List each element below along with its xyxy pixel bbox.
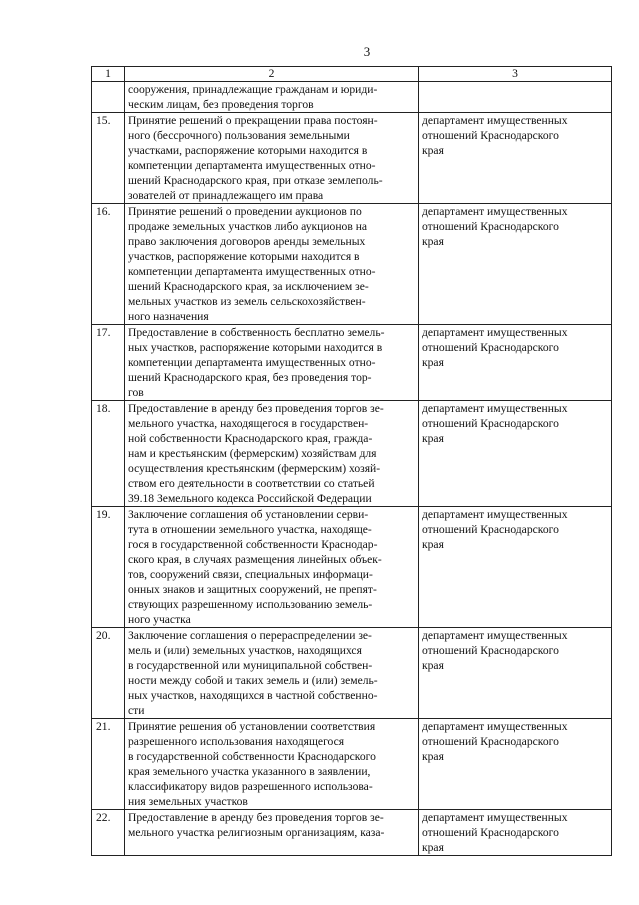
responsible-department-line: департамент имущественных	[422, 326, 568, 339]
responsible-department-line: края	[422, 538, 444, 551]
table-body	[92, 82, 612, 856]
table-row	[92, 113, 612, 204]
responsible-department-line: департамент имущественных	[422, 508, 568, 521]
service-description-line: сооружения, принадлежащие гражданам и юриди-	[128, 83, 378, 96]
responsible-department	[419, 719, 612, 810]
responsible-department-line: департамент имущественных	[422, 629, 568, 642]
responsible-department-line: отношений Краснодарского	[422, 220, 559, 233]
service-description-line: в государственной или муниципальной собствен-	[128, 659, 373, 672]
responsible-department-line: края	[422, 235, 444, 248]
service-description-line: компетенции департамента имущественных отно-	[128, 159, 376, 172]
responsible-department	[419, 113, 612, 204]
service-description	[125, 719, 419, 810]
responsible-department	[419, 401, 612, 507]
service-description-line: участками, распоряжение которыми находится в	[128, 144, 368, 157]
service-description-line: гося в государственной собственности Краснодар-	[128, 538, 378, 551]
service-description-line: края земельного участка указанного в заявлении,	[128, 765, 371, 778]
responsible-department-line: отношений Краснодарского	[422, 129, 559, 142]
responsible-department	[419, 628, 612, 719]
service-description-line: зователей от принадлежащего им права	[128, 189, 324, 202]
service-description-line: компетенции департамента имущественных отно-	[128, 356, 376, 369]
responsible-department-line: края	[422, 356, 444, 369]
column-header-service: 2	[125, 67, 419, 82]
row-number: 19.	[92, 507, 125, 628]
row-number: 16.	[92, 204, 125, 325]
service-description-line: тов, сооружений связи, специальных информаци-	[128, 568, 373, 581]
service-description-line: ного назначения	[128, 310, 209, 323]
responsible-department	[419, 810, 612, 856]
service-description-line: ных участков, находящихся в частной собственно-	[128, 689, 378, 702]
service-description-line: тута в отношении земельного участка, находяще-	[128, 523, 372, 536]
row-number: 22.	[92, 810, 125, 856]
service-description-line: ной собственности Краснодарского края, гражда-	[128, 432, 373, 445]
service-description-line: разрешенного использования находящегося	[128, 735, 345, 748]
column-header-department: 3	[419, 67, 612, 82]
table-row	[92, 810, 612, 856]
table-row	[92, 628, 612, 719]
service-description-line: мельных участков из земель сельскохозяйствен-	[128, 295, 366, 308]
responsible-department	[419, 82, 612, 113]
responsible-department-line: края	[422, 432, 444, 445]
service-description-line: мельного участка, находящегося в государствен-	[128, 417, 369, 430]
service-description-line: в государственной собственности Краснодарского	[128, 750, 376, 763]
table-row	[92, 719, 612, 810]
services-table	[91, 66, 612, 856]
service-description-line: право заключения договоров аренды земельных	[128, 235, 366, 248]
row-number: 17.	[92, 325, 125, 401]
service-description	[125, 507, 419, 628]
service-description-line: нам и крестьянским (фермерским) хозяйствам для	[128, 447, 377, 460]
table-row	[92, 401, 612, 507]
page-number: 3	[363, 44, 371, 59]
service-description	[125, 204, 419, 325]
responsible-department-line: департамент имущественных	[422, 205, 568, 218]
service-description-line: Заключение соглашения о перераспределении зе-	[128, 629, 372, 642]
service-description-line: ных участков, распоряжение которыми находится в	[128, 341, 383, 354]
table-row	[92, 82, 612, 113]
responsible-department	[419, 507, 612, 628]
service-description-line: ности между собой и таких земель и (или) земель-	[128, 674, 378, 687]
responsible-department-line: отношений Краснодарского	[422, 826, 559, 839]
service-description-line: ного участка	[128, 613, 191, 626]
service-description-line: осуществления крестьянским (фермерским) хозяй-	[128, 462, 381, 475]
service-description-line: ния земельных участков	[128, 795, 248, 808]
responsible-department-line: отношений Краснодарского	[422, 644, 559, 657]
service-description-line: ного (бессрочного) пользования земельными	[128, 129, 350, 142]
service-description-line: ствующих разрешенному использованию земель-	[128, 598, 373, 611]
responsible-department-line: края	[422, 750, 444, 763]
table-row	[92, 325, 612, 401]
table-header-row	[92, 67, 612, 82]
responsible-department-line: департамент имущественных	[422, 811, 568, 824]
service-description-line: гов	[128, 386, 144, 399]
service-description-line: Предоставление в собственность бесплатно земель-	[128, 326, 385, 339]
service-description	[125, 325, 419, 401]
responsible-department-line: отношений Краснодарского	[422, 523, 559, 536]
responsible-department-line: департамент имущественных	[422, 402, 568, 415]
service-description	[125, 810, 419, 856]
service-description-line: онных знаков и защитных сооружений, не препят-	[128, 583, 377, 596]
service-description-line: участков, распоряжение которыми находится в	[128, 250, 360, 263]
service-description-line: ческим лицам, без проведения торгов	[128, 98, 314, 111]
responsible-department-line: края	[422, 659, 444, 672]
responsible-department	[419, 325, 612, 401]
row-number: 20.	[92, 628, 125, 719]
service-description	[125, 82, 419, 113]
service-description-line: Заключение соглашения об установлении серви-	[128, 508, 369, 521]
service-description-line: 39.18 Земельного кодекса Российской Федерации	[128, 492, 372, 505]
service-description-line: Принятие решений о проведении аукционов по	[128, 205, 362, 218]
responsible-department-line: департамент имущественных	[422, 114, 568, 127]
service-description-line: Предоставление в аренду без проведения торгов зе-	[128, 402, 384, 415]
responsible-department-line: отношений Краснодарского	[422, 341, 559, 354]
responsible-department-line: отношений Краснодарского	[422, 735, 559, 748]
table-row	[92, 204, 612, 325]
service-description-line: сти	[128, 704, 145, 717]
service-description-line: шений Краснодарского края, без проведения тор-	[128, 371, 372, 384]
service-description-line: компетенции департамента имущественных отно-	[128, 265, 376, 278]
service-description-line: шений Краснодарского края, за исключением зе-	[128, 280, 369, 293]
row-number: 18.	[92, 401, 125, 507]
row-number	[92, 82, 125, 113]
row-number: 15.	[92, 113, 125, 204]
service-description-line: мельного участка религиозным организациям, каза-	[128, 826, 385, 839]
table-row	[92, 507, 612, 628]
service-description-line: Принятие решений о прекращении права постоян-	[128, 114, 378, 127]
service-description	[125, 401, 419, 507]
service-description	[125, 628, 419, 719]
responsible-department-line: департамент имущественных	[422, 720, 568, 733]
responsible-department-line: отношений Краснодарского	[422, 417, 559, 430]
row-number: 21.	[92, 719, 125, 810]
service-description-line: шений Краснодарского края, при отказе землеполь-	[128, 174, 383, 187]
responsible-department	[419, 204, 612, 325]
responsible-department-line: края	[422, 144, 444, 157]
responsible-department-line: края	[422, 841, 444, 854]
service-description-line: ством его деятельности в соответствии со статьей	[128, 477, 375, 490]
service-description-line: Предоставление в аренду без проведения торгов зе-	[128, 811, 384, 824]
service-description-line: классификатору видов разрешенного использова-	[128, 780, 373, 793]
service-description-line: Принятие решения об установлении соответствия	[128, 720, 376, 733]
service-description-line: продаже земельных участков либо аукционов на	[128, 220, 368, 233]
column-header-number: 1	[92, 67, 125, 82]
service-description-line: мель и (или) земельных участков, находящихся	[128, 644, 362, 657]
service-description-line: ского края, в случаях размещения линейных объек-	[128, 553, 382, 566]
service-description	[125, 113, 419, 204]
